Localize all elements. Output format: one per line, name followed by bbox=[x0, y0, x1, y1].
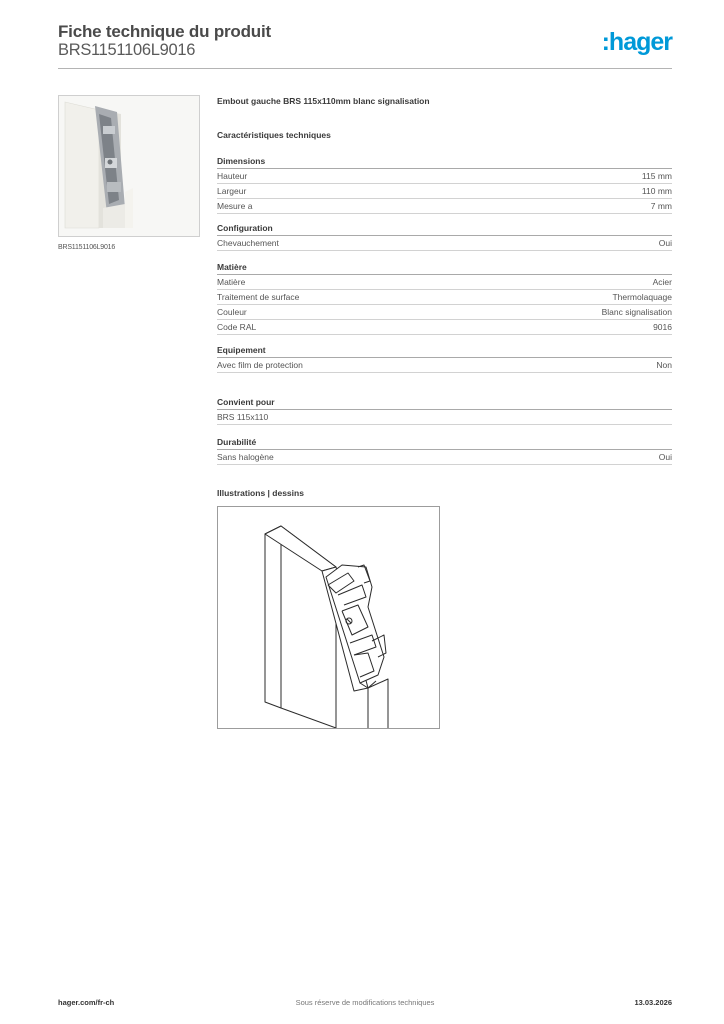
spec-value: Blanc signalisation bbox=[601, 307, 672, 317]
spec-value: 115 mm bbox=[641, 171, 672, 181]
section-compatible-with bbox=[217, 396, 672, 425]
spec-row bbox=[217, 236, 672, 251]
spec-row bbox=[217, 184, 672, 199]
section-material bbox=[217, 261, 672, 335]
spec-row bbox=[217, 169, 672, 184]
section-equipment bbox=[217, 344, 672, 373]
product-reference: BRS1151106L9016 bbox=[58, 41, 196, 59]
spec-row bbox=[217, 410, 672, 425]
spec-label: Sans halogène bbox=[217, 452, 274, 462]
end-cap-photo bbox=[59, 96, 199, 236]
spec-label: Chevauchement bbox=[217, 238, 279, 248]
footer-disclaimer: Sous réserve de modifications techniques bbox=[295, 998, 435, 1007]
spec-row bbox=[217, 450, 672, 465]
hager-logo: :hager bbox=[601, 28, 672, 56]
product-name: Embout gauche BRS 115x110mm blanc signalisation bbox=[217, 96, 430, 106]
section-configuration bbox=[217, 222, 672, 251]
section-title: Durabilité bbox=[217, 436, 672, 450]
spec-row bbox=[217, 275, 672, 290]
spec-label: Traitement de surface bbox=[217, 292, 300, 302]
spec-row bbox=[217, 358, 672, 373]
document-title: Fiche technique du produit bbox=[58, 22, 271, 41]
spec-label: Largeur bbox=[217, 186, 247, 196]
spec-value: Oui bbox=[658, 452, 672, 462]
page-footer bbox=[58, 998, 672, 1010]
section-title: Equipement bbox=[217, 344, 672, 358]
section-title: Configuration bbox=[217, 222, 672, 236]
spec-label: Hauteur bbox=[217, 171, 248, 181]
product-thumbnail bbox=[58, 95, 200, 237]
spec-label: Mesure a bbox=[217, 201, 253, 211]
spec-value: Non bbox=[656, 360, 672, 370]
spec-label: BRS 115x110 bbox=[217, 412, 269, 422]
end-cap-line-drawing bbox=[218, 507, 439, 728]
illustration-frame bbox=[217, 506, 440, 729]
thumbnail-caption: BRS1151106L9016 bbox=[58, 244, 116, 251]
spec-label: Code RAL bbox=[217, 322, 257, 332]
spec-label: Matière bbox=[217, 277, 246, 287]
spec-label: Avec film de protection bbox=[217, 360, 303, 370]
section-title: Matière bbox=[217, 261, 672, 275]
section-title: Dimensions bbox=[217, 155, 672, 169]
spec-value: 110 mm bbox=[641, 186, 672, 196]
header-divider bbox=[58, 68, 672, 69]
spec-label: Couleur bbox=[217, 307, 247, 317]
section-dimensions bbox=[217, 155, 672, 214]
footer-website-link[interactable]: hager.com/fr-ch bbox=[58, 998, 115, 1007]
spec-value: Oui bbox=[658, 238, 672, 248]
technical-characteristics-heading: Caractéristiques techniques bbox=[217, 130, 331, 140]
footer-date: 13.03.2026 bbox=[634, 998, 672, 1007]
spec-row bbox=[217, 305, 672, 320]
spec-value: 7 mm bbox=[650, 201, 672, 211]
spec-row bbox=[217, 199, 672, 214]
spec-row bbox=[217, 320, 672, 335]
spec-value: Acier bbox=[652, 277, 672, 287]
page-header bbox=[58, 20, 672, 70]
spec-value: Thermolaquage bbox=[612, 292, 672, 302]
spec-row bbox=[217, 290, 672, 305]
section-durability bbox=[217, 436, 672, 465]
section-title: Convient pour bbox=[217, 396, 672, 410]
illustrations-heading: Illustrations | dessins bbox=[217, 488, 304, 498]
spec-value: 9016 bbox=[653, 322, 672, 332]
